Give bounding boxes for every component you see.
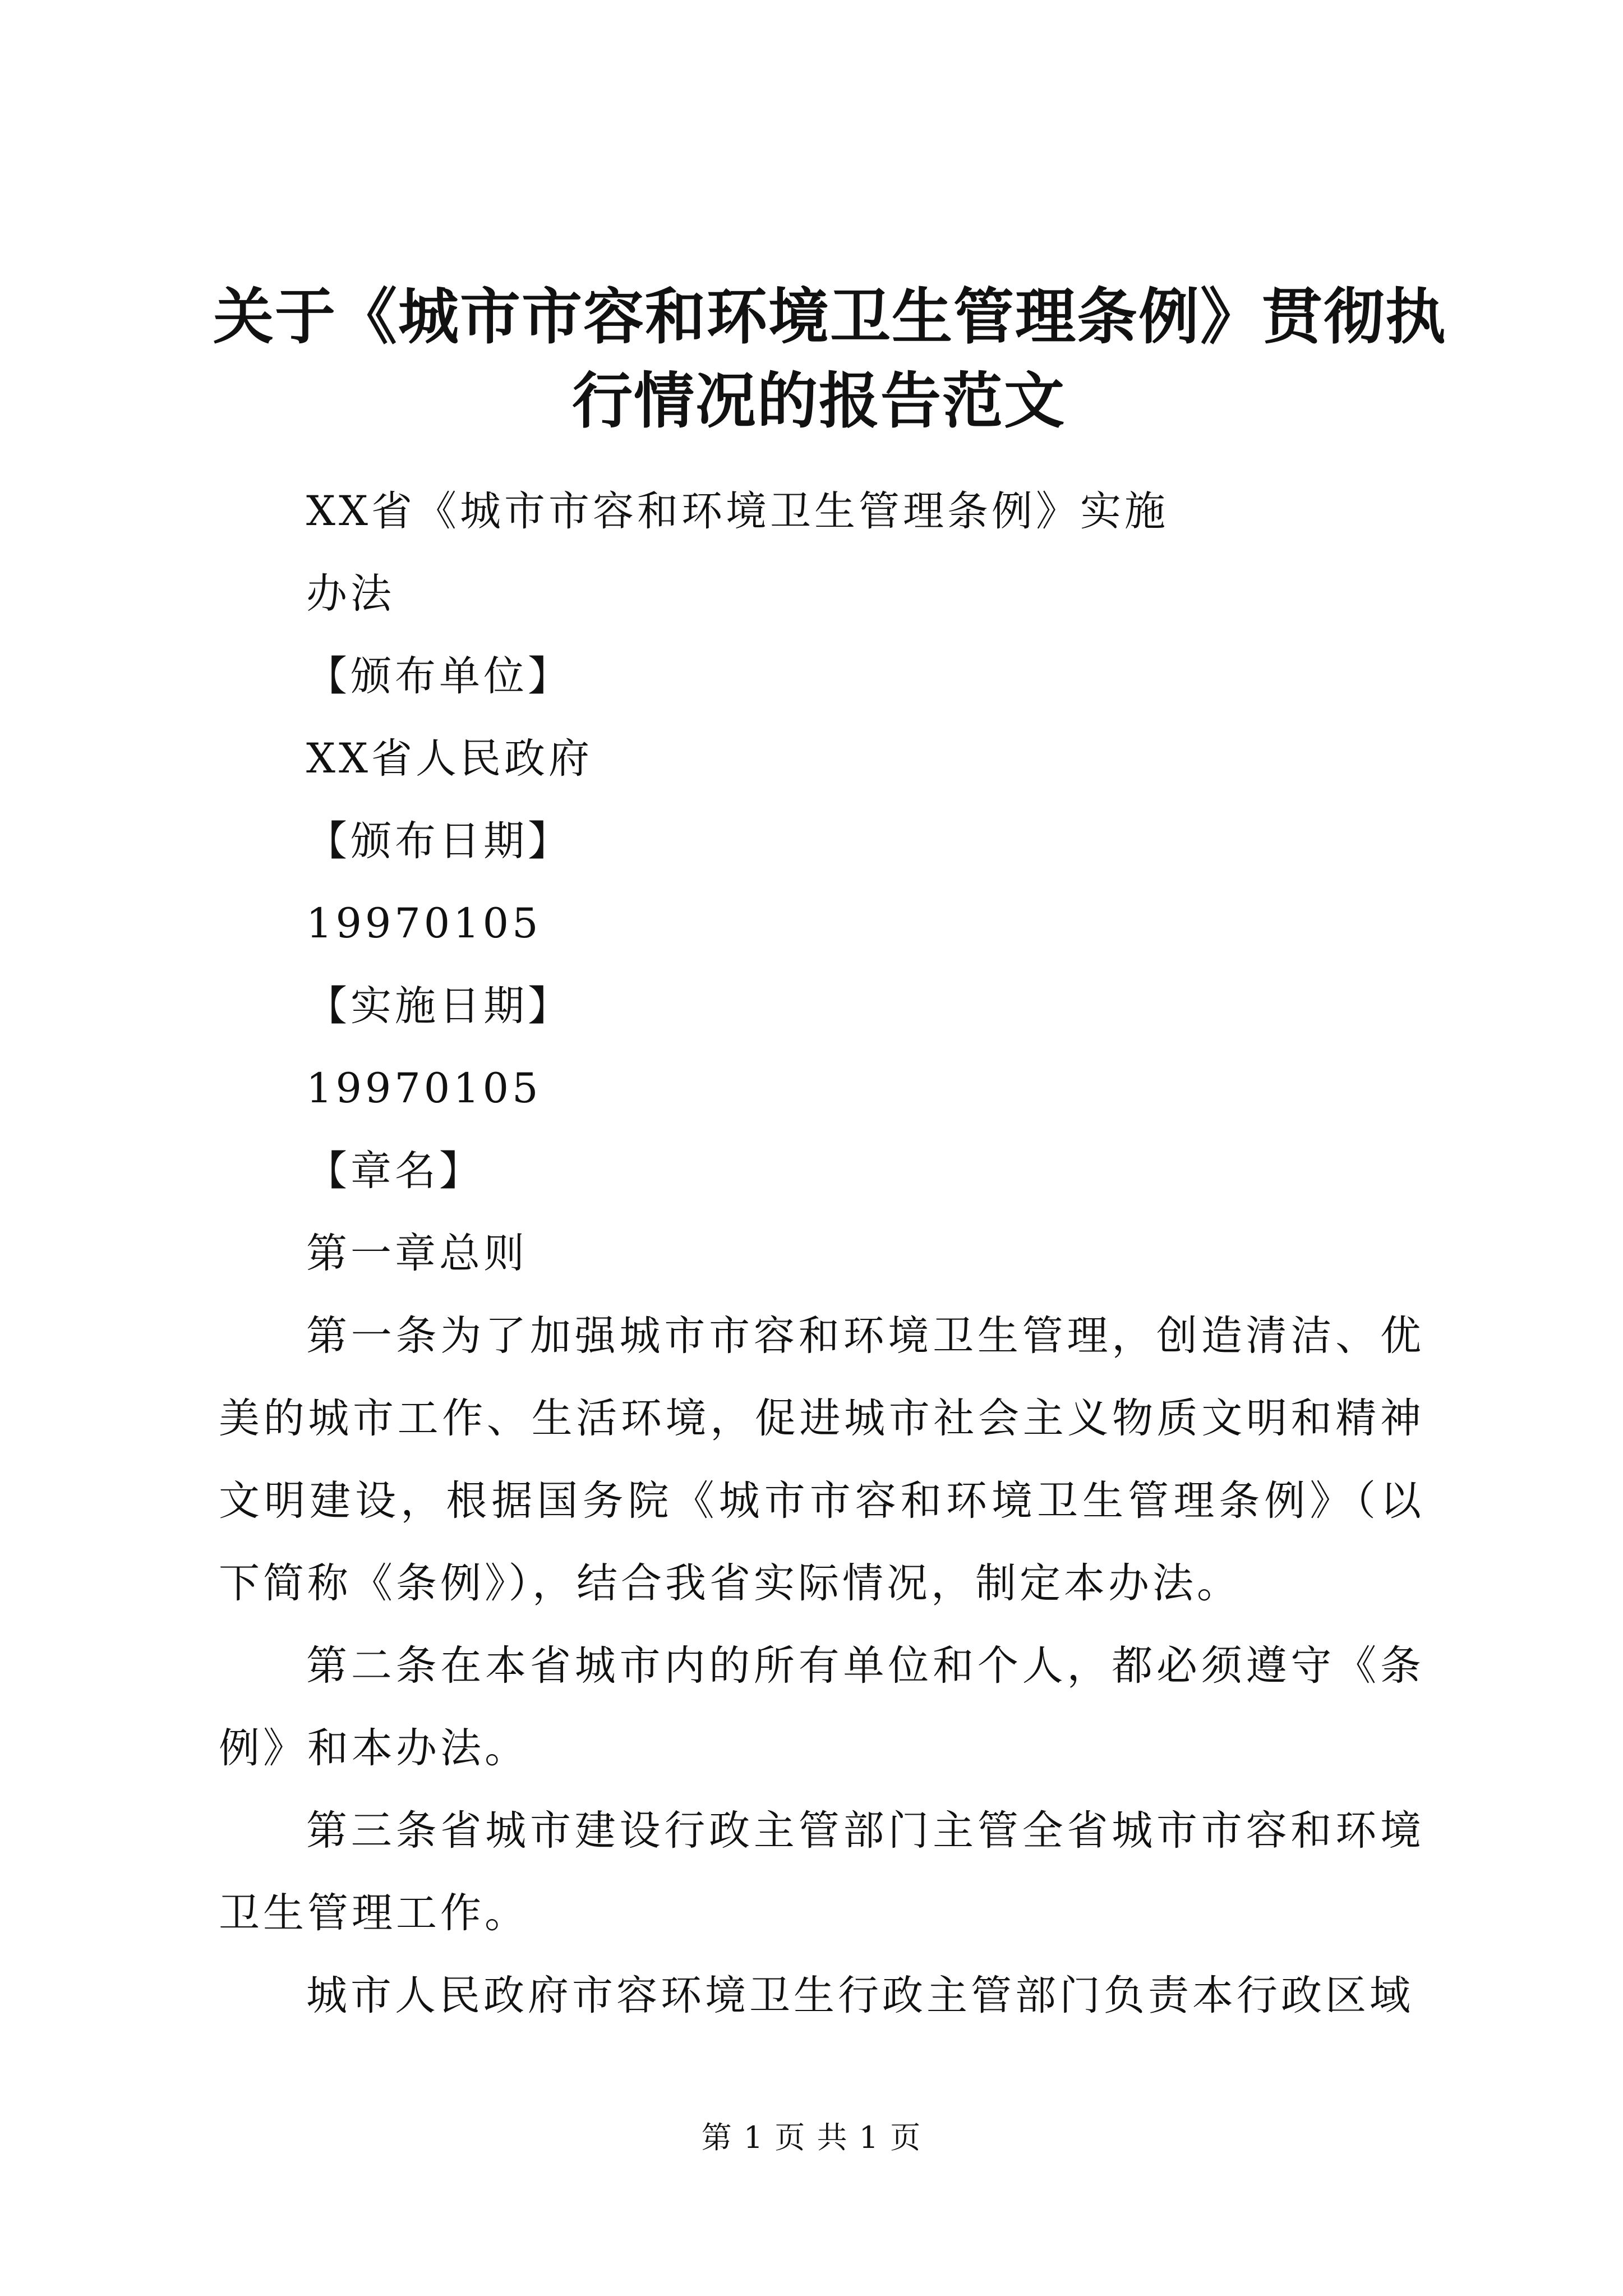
paragraph: 城市人民政府市容环境卫生行政主管部门负责本行政区域: [306, 1972, 1414, 2019]
paragraph: 第一条为了加强城市市容和环境卫生管理，创造清洁、优美的城市工作、生活环境，促进城市社会主义物质文明和精神文明建设，根据国务院《城市市容和环境卫生管理条例》（以下简称《条例》），结合我省实际情况，制定本办法。: [219, 1312, 1424, 1607]
chapter-heading: 第一章总则: [306, 1230, 528, 1277]
section-label: 【颁布日期】: [306, 817, 572, 865]
body-line: XX省《城市市容和环境卫生管理条例》实施: [306, 487, 1169, 535]
paragraph: 第二条在本省城市内的所有单位和个人，都必须遵守《条例》和本办法。: [219, 1642, 1424, 1772]
section-label: 【颁布单位】: [306, 652, 572, 700]
title-line-2: 行情况的报告范文: [571, 366, 1066, 436]
section-label: 【实施日期】: [306, 982, 572, 1030]
document-body: [219, 470, 1424, 2037]
page-footer: 第 1 页 共 1 页: [701, 2120, 922, 2155]
section-label: 【章名】: [306, 1147, 483, 1195]
document-title: [213, 275, 1447, 443]
body-line: XX省人民政府: [306, 735, 593, 783]
body-line: 19970105: [306, 900, 542, 947]
body-line: 办法: [306, 570, 395, 618]
paragraph: 第三条省城市建设行政主管部门主管全省城市市容和环境卫生管理工作。: [219, 1807, 1424, 1937]
title-line-1: 关于《城市市容和环境卫生管理条例》贯彻执: [213, 282, 1447, 352]
body-line: 19970105: [306, 1065, 542, 1112]
